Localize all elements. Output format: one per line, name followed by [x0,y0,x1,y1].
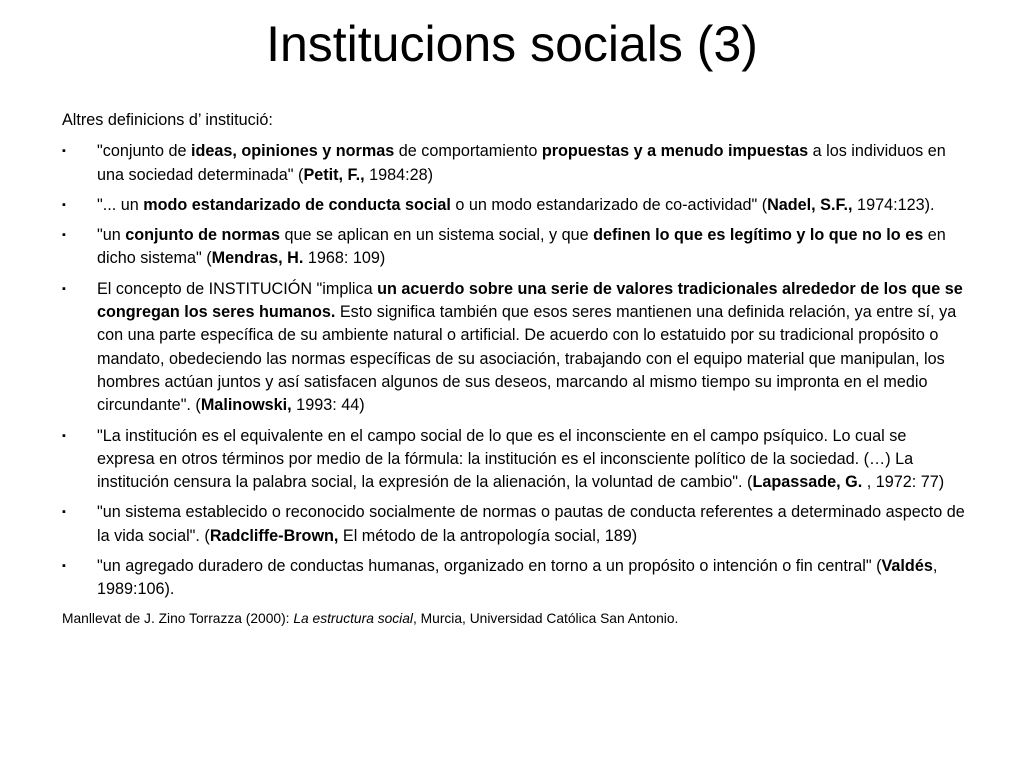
bold-segment: Malinowski, [200,396,292,415]
definition-text [97,140,967,187]
definition-item [62,555,967,602]
text-segment: 1974:123). [852,195,935,214]
definition-item [62,501,967,548]
text-segment: , Murcia, Universidad Católica San Antonio. [412,610,679,626]
text-segment: que se aplican en un sistema social, y que [279,226,594,245]
text-segment: "un sistema establecido o reconocido socialmente de normas o pautas de conducta referentes a determinado aspecto de la vida social". ( [97,503,965,545]
definitions-list [62,140,967,601]
text-segment: "conjunto de [97,142,191,161]
italic-segment: La estructura social [293,610,413,626]
bold-segment: un acuerdo sobre una serie de valores tradicionales alrededor de los que se congregan los seres humanos. [97,279,963,322]
slide-title: Institucions socials (3) [266,16,758,72]
bold-segment: Lapassade, G. [752,473,863,492]
bold-segment: conjunto de normas [125,226,280,245]
text-segment: 1984:28) [364,165,434,184]
definition-item [62,194,967,217]
text-segment: "... un [97,195,144,214]
bold-segment: modo estandarizado de conducta social [143,195,451,214]
square-bullet-icon: ▪ [62,506,66,519]
definition-text [97,194,967,217]
text-segment: Manllevat de J. Zino Torrazza (2000): [62,610,294,626]
bold-segment: Radcliffe-Brown, [209,526,339,545]
definition-item [62,425,967,495]
bold-segment: propuestas y a menudo impuestas [541,142,809,161]
text-segment: , 1972: 77) [862,473,945,492]
square-bullet-icon: ▪ [62,229,66,242]
bold-segment: Valdés [881,557,933,576]
definition-item [62,140,967,187]
bold-segment: ideas, opiniones y normas [190,142,395,161]
text-segment: Esto significa también que esos seres mantienen una definida relación, ya entre sí, ya con una parte específica de su ambiente natural o artificial. De acuerdo con lo estatuido por su tradicional propósito o mandato, obedeciendo las normas específicas de su asociación, trabajando con el equipo material que manipulan, los hombres actúan juntos y así satisfacen algunos de sus deseos, marcando al mismo tiempo su impronta en el medio circundante". ( [97,303,957,415]
text-segment: "un agregado duradero de conductas humanas, organizado en torno a un propósito o intención o fin central" ( [97,557,882,576]
text-segment: en dicho sistema" ( [97,226,946,268]
bold-segment: Mendras, H. [211,249,304,268]
slide-body [62,109,967,629]
text-segment: o un modo estandarizado de co-actividad" ( [450,195,768,214]
bold-segment: Nadel, S.F., [767,195,853,214]
source-citation [62,609,967,629]
definition-text [97,278,967,418]
text-segment: , 1989:106). [97,557,938,599]
text-segment: de comportamiento [394,142,542,161]
square-bullet-icon: ▪ [62,145,66,158]
intro-text: Altres definicions d’ institució: [62,111,273,129]
square-bullet-icon: ▪ [62,198,66,211]
text-segment: 1993: 44) [291,396,365,415]
definition-item [62,278,967,418]
text-segment: El concepto de INSTITUCIÓN "implica [97,279,378,298]
text-segment: "un [97,226,126,245]
square-bullet-icon: ▪ [62,282,66,295]
bold-segment: Petit, F., [303,165,365,184]
square-bullet-icon: ▪ [62,429,66,442]
definition-text [97,555,967,602]
bold-segment: definen lo que es legítimo y lo que no lo es [593,226,924,245]
text-segment: El método de la antropología social, 189) [338,526,638,545]
square-bullet-icon: ▪ [62,560,66,573]
definition-item [62,224,967,271]
definition-text [97,224,967,271]
text-segment: "La institución es el equivalente en el campo social de lo que es el inconsciente en el campo psíquico. Lo cual se expresa en otros términos por medio de la fórmula: la institución es el inconsciente político de la sociedad. (…) La institución censura la palabra social, la expresión de la alienación, la voluntad de cambio". ( [97,426,914,492]
definition-text [97,501,967,548]
definition-text [97,425,967,495]
text-segment: a los individuos en una sociedad determinada" ( [97,142,946,184]
text-segment: 1968: 109) [303,249,386,268]
